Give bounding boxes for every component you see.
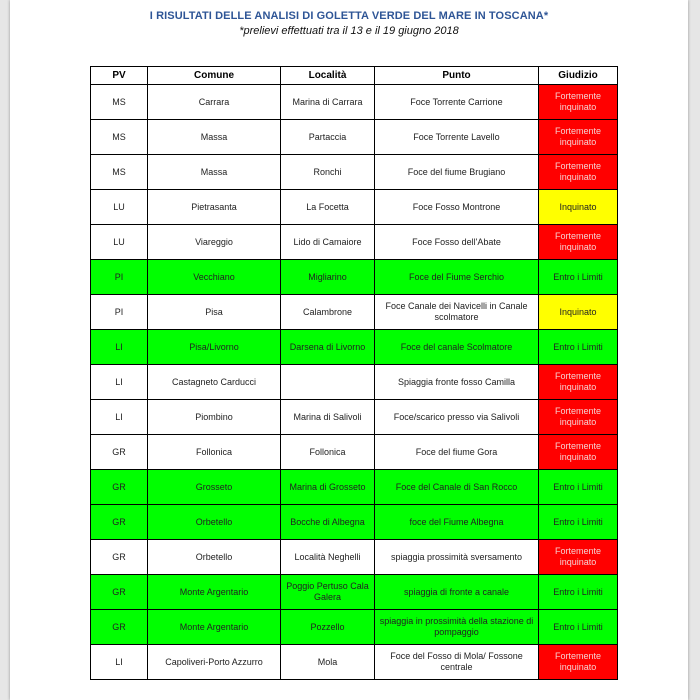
pv-cell: LU: [91, 225, 148, 260]
table-row: [91, 645, 618, 680]
table-row: [91, 225, 618, 260]
comune-cell: Orbetello: [148, 505, 281, 540]
punto-cell: Foce del Fiume Serchio: [375, 260, 539, 295]
localita-cell: Migliarino: [281, 260, 375, 295]
localita-cell: Follonica: [281, 435, 375, 470]
table-row: [91, 610, 618, 645]
punto-cell: Foce del fiume Gora: [375, 435, 539, 470]
results-table: [90, 66, 618, 680]
giudizio-cell: Inquinato: [539, 295, 618, 330]
header-giudizio: Giudizio: [539, 67, 618, 85]
giudizio-cell: Fortemente inquinato: [539, 155, 618, 190]
punto-cell: Foce Canale dei Navicelli in Canale scolmatore: [375, 295, 539, 330]
giudizio-cell: Entro i Limiti: [539, 575, 618, 610]
localita-cell: Mola: [281, 645, 375, 680]
table-row: [91, 295, 618, 330]
punto-cell: Foce del canale Scolmatore: [375, 330, 539, 365]
localita-cell: Bocche di Albegna: [281, 505, 375, 540]
punto-cell: spiaggia prossimità sversamento: [375, 540, 539, 575]
table-row: [91, 85, 618, 120]
localita-cell: Poggio Pertuso Cala Galera: [281, 575, 375, 610]
comune-cell: Massa: [148, 155, 281, 190]
document-page: [10, 0, 688, 700]
pv-cell: GR: [91, 435, 148, 470]
giudizio-cell: Entro i Limiti: [539, 505, 618, 540]
pv-cell: LU: [91, 190, 148, 225]
giudizio-cell: Entro i Limiti: [539, 610, 618, 645]
pv-cell: LI: [91, 400, 148, 435]
table-header-row: [91, 67, 618, 85]
punto-cell: Foce del fiume Brugiano: [375, 155, 539, 190]
pv-cell: GR: [91, 505, 148, 540]
localita-cell: [281, 365, 375, 400]
punto-cell: Foce del Fosso di Mola/ Fossone centrale: [375, 645, 539, 680]
punto-cell: Foce Fosso Montrone: [375, 190, 539, 225]
punto-cell: spiaggia di fronte a canale: [375, 575, 539, 610]
giudizio-cell: Fortemente inquinato: [539, 435, 618, 470]
giudizio-cell: Fortemente inquinato: [539, 365, 618, 400]
header-localita: Località: [281, 67, 375, 85]
giudizio-cell: Entro i Limiti: [539, 330, 618, 365]
comune-cell: Capoliveri-Porto Azzurro: [148, 645, 281, 680]
punto-cell: Foce Torrente Lavello: [375, 120, 539, 155]
comune-cell: Grosseto: [148, 470, 281, 505]
punto-cell: Spiaggia fronte fosso Camilla: [375, 365, 539, 400]
table-row: [91, 365, 618, 400]
comune-cell: Massa: [148, 120, 281, 155]
pv-cell: MS: [91, 120, 148, 155]
pv-cell: PI: [91, 295, 148, 330]
localita-cell: Darsena di Livorno: [281, 330, 375, 365]
table-row: [91, 540, 618, 575]
giudizio-cell: Fortemente inquinato: [539, 225, 618, 260]
comune-cell: Pisa: [148, 295, 281, 330]
document-subtitle: *prelievi effettuati tra il 13 e il 19 giugno 2018: [239, 25, 459, 37]
localita-cell: Marina di Salivoli: [281, 400, 375, 435]
pv-cell: GR: [91, 610, 148, 645]
localita-cell: Marina di Carrara: [281, 85, 375, 120]
comune-cell: Vecchiano: [148, 260, 281, 295]
localita-cell: Marina di Grosseto: [281, 470, 375, 505]
table-row: [91, 330, 618, 365]
comune-cell: Pisa/Livorno: [148, 330, 281, 365]
pv-cell: GR: [91, 470, 148, 505]
table-row: [91, 260, 618, 295]
comune-cell: Monte Argentario: [148, 575, 281, 610]
punto-cell: Foce del Canale di San Rocco: [375, 470, 539, 505]
comune-cell: Follonica: [148, 435, 281, 470]
giudizio-cell: Fortemente inquinato: [539, 85, 618, 120]
table-row: [91, 505, 618, 540]
header-pv: PV: [91, 67, 148, 85]
comune-cell: Carrara: [148, 85, 281, 120]
pv-cell: MS: [91, 155, 148, 190]
comune-cell: Piombino: [148, 400, 281, 435]
table-row: [91, 155, 618, 190]
giudizio-cell: Entro i Limiti: [539, 470, 618, 505]
pv-cell: MS: [91, 85, 148, 120]
comune-cell: Orbetello: [148, 540, 281, 575]
comune-cell: Viareggio: [148, 225, 281, 260]
giudizio-cell: Entro i Limiti: [539, 260, 618, 295]
punto-cell: spiaggia in prossimità della stazione di pompaggio: [375, 610, 539, 645]
pv-cell: GR: [91, 540, 148, 575]
table-row: [91, 435, 618, 470]
pv-cell: PI: [91, 260, 148, 295]
giudizio-cell: Fortemente inquinato: [539, 645, 618, 680]
giudizio-cell: Fortemente inquinato: [539, 120, 618, 155]
table-row: [91, 400, 618, 435]
document-title: I RISULTATI DELLE ANALISI DI GOLETTA VERDE DEL MARE IN TOSCANA*: [149, 10, 549, 22]
giudizio-cell: Fortemente inquinato: [539, 400, 618, 435]
giudizio-cell: Fortemente inquinato: [539, 540, 618, 575]
table-row: [91, 190, 618, 225]
comune-cell: Monte Argentario: [148, 610, 281, 645]
punto-cell: foce del Fiume Albegna: [375, 505, 539, 540]
header-comune: Comune: [148, 67, 281, 85]
punto-cell: Foce/scarico presso via Salivoli: [375, 400, 539, 435]
localita-cell: Ronchi: [281, 155, 375, 190]
localita-cell: Partaccia: [281, 120, 375, 155]
table-row: [91, 575, 618, 610]
localita-cell: Pozzello: [281, 610, 375, 645]
localita-cell: Località Neghelli: [281, 540, 375, 575]
pv-cell: LI: [91, 330, 148, 365]
pv-cell: LI: [91, 645, 148, 680]
localita-cell: Calambrone: [281, 295, 375, 330]
giudizio-cell: Inquinato: [539, 190, 618, 225]
punto-cell: Foce Torrente Carrione: [375, 85, 539, 120]
pv-cell: GR: [91, 575, 148, 610]
table-row: [91, 470, 618, 505]
localita-cell: Lido di Camaiore: [281, 225, 375, 260]
header-punto: Punto: [375, 67, 539, 85]
table-row: [91, 120, 618, 155]
comune-cell: Pietrasanta: [148, 190, 281, 225]
localita-cell: La Focetta: [281, 190, 375, 225]
punto-cell: Foce Fosso dell'Abate: [375, 225, 539, 260]
pv-cell: LI: [91, 365, 148, 400]
comune-cell: Castagneto Carducci: [148, 365, 281, 400]
